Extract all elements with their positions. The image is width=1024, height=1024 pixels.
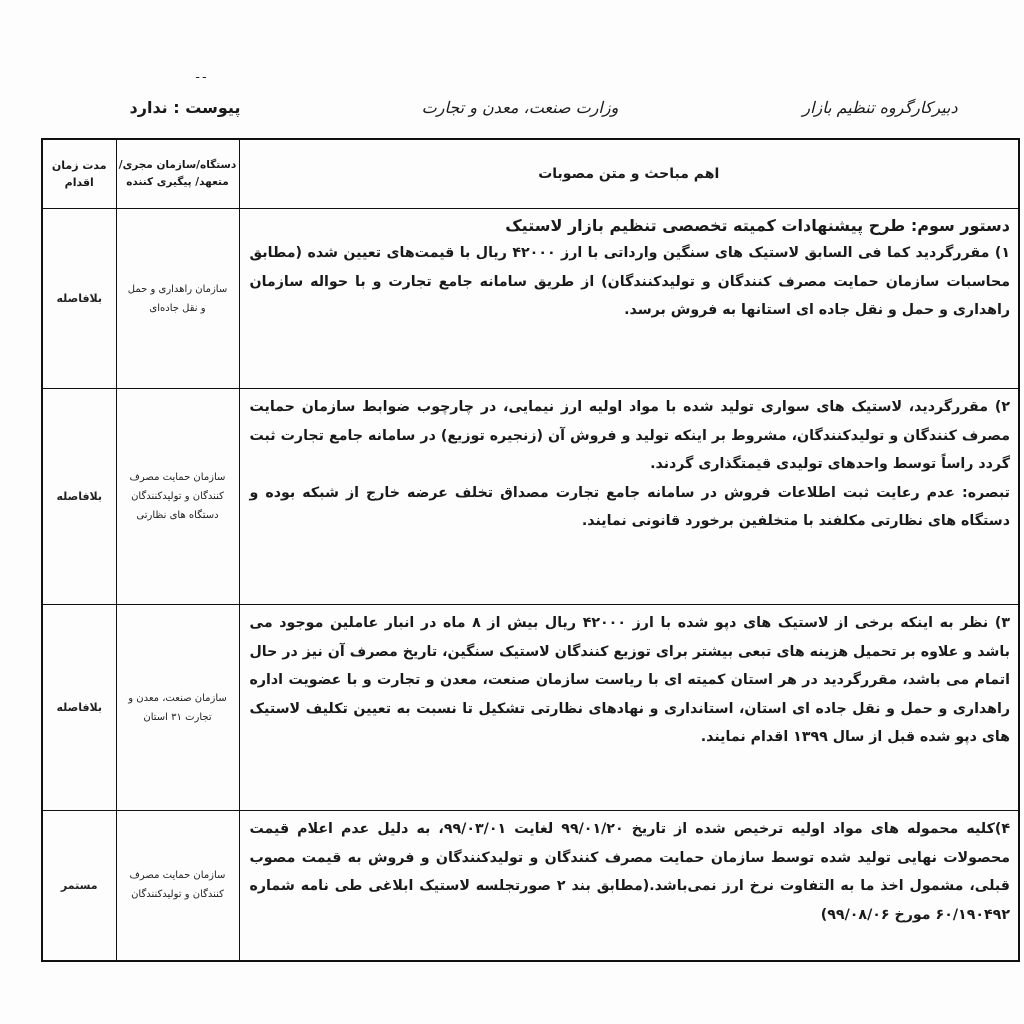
resolution-cell [239, 811, 1019, 961]
time-cell: بلافاصله [42, 209, 116, 389]
table-row [42, 209, 1019, 389]
org-cell: سازمان حمایت مصرف کنندگان و تولیدکنندگان دستگاه های نظارتی [116, 389, 239, 605]
time-cell: مستمر [42, 811, 116, 961]
secretariat-letterhead: دبیرکارگروه تنظیم بازار [802, 98, 958, 117]
minutes-table [41, 138, 1020, 962]
table-header-row [42, 139, 1019, 209]
org-cell: سازمان حمایت مصرف کنندگان و تولیدکنندگان [116, 811, 239, 961]
resolution-text: ۳) نظر به اینکه برخی از لاستیک های دپو شده با ارز ۴۲۰۰۰ ریال بیش از ۸ ماه در انبار عاملین موجود می باشد و علاوه بر تحمیل هزینه های تبعی بیشتر برای توزیع کنندگان لاستیک سنگین، تاریخ مصرف آن نیز در حال اتمام می باشد، مقررگردید در هر استان کمیته ای با ریاست سازمان صنعت، معدن و تجارت و با عضویت اداره راهداری و حمل و نقل جاده ای استان، استانداری و نهادهای نظارتی تشکیل تا نسبت به تعیین تکلیف لاستیک های دپو شده قبل از سال ۱۳۹۹ اقدام نمایند. [249, 615, 1011, 745]
header-time: مدت زمان اقدام [42, 139, 116, 209]
agenda-title: دستور سوم: طرح پیشنهادات کمیته تخصصی تنظیم بازار لاستیک [505, 216, 1010, 235]
header-org: دستگاه/سازمان مجری/ متعهد/ پیگیری کننده [116, 139, 239, 209]
resolution-cell [239, 209, 1019, 389]
note-text: تبصره: عدم رعایت ثبت اطلاعات فروش در سامانه جامع تجارت مصداق تخلف عرضه خارج از شبکه بوده و دستگاه های نظارتی مکلفند با متخلفین برخورد قانونی نمایند. [249, 484, 1010, 529]
time-cell: بلافاصله [42, 389, 116, 605]
header-main: اهم مباحث و متن مصوبات [239, 139, 1019, 209]
table-row [42, 605, 1019, 811]
time-cell: بلافاصله [42, 605, 116, 811]
resolution-text: ۱) مقررگردید کما فی السابق لاستیک های سنگین وارداتی با ارز ۴۲۰۰۰ ریال با قیمت‌های تعیین شده (مطابق محاسبات سازمان حمایت مصرف کنندگان و تولیدکنندگان) از طریق سامانه جامع تجارت و با حواله سازمان راهداری و حمل و نقل جاده ای استانها به فروش برسد. [249, 245, 1010, 318]
org-cell: سازمان صنعت، معدن و تجارت ۳۱ استان [116, 605, 239, 811]
corner-mark: ـ ـ [196, 68, 206, 81]
table-row [42, 811, 1019, 961]
resolution-cell [239, 389, 1019, 605]
resolution-cell [239, 605, 1019, 811]
attachment-label: پیوست : ندارد [129, 98, 241, 117]
ministry-letterhead: وزارت صنعت، معدن و تجارت [421, 98, 619, 117]
table-row [42, 389, 1019, 605]
resolution-text: ۴)کلیه محموله های مواد اولیه ترخیص شده از تاریخ ۹۹/۰۱/۲۰ لغایت ۹۹/۰۳/۰۱، به دلیل عدم اعلام قیمت محصولات نهایی تولید شده توسط سازمان حمایت مصرف کنندگان و تولیدکنندگان و فروش به قیمت مصوب قبلی، مشمول اخذ ما به التفاوت نرخ ارز نمی‌باشد.(مطابق بند ۲ صورتجلسه لاستیک ابلاغی طی نامه شماره ۶۰/۱۹۰۴۹۲ مورخ ۹۹/۰۸/۰۶) [249, 821, 1010, 923]
org-cell: سازمان راهداری و حمل و نقل جاده‌ای [116, 209, 239, 389]
resolution-text: ۲) مقررگردید، لاستیک های سواری تولید شده با مواد اولیه ارز نیمایی، در چارچوب ضوابط سازمان حمایت مصرف کنندگان و تولیدکنندگان، مشروط بر اینکه تولید و فروش آن (زنجیره توزیع) در سامانه جامع تجارت ثبت گردد راساً توسط واحدهای تولیدی قیمتگذاری گردند. [249, 399, 1010, 472]
